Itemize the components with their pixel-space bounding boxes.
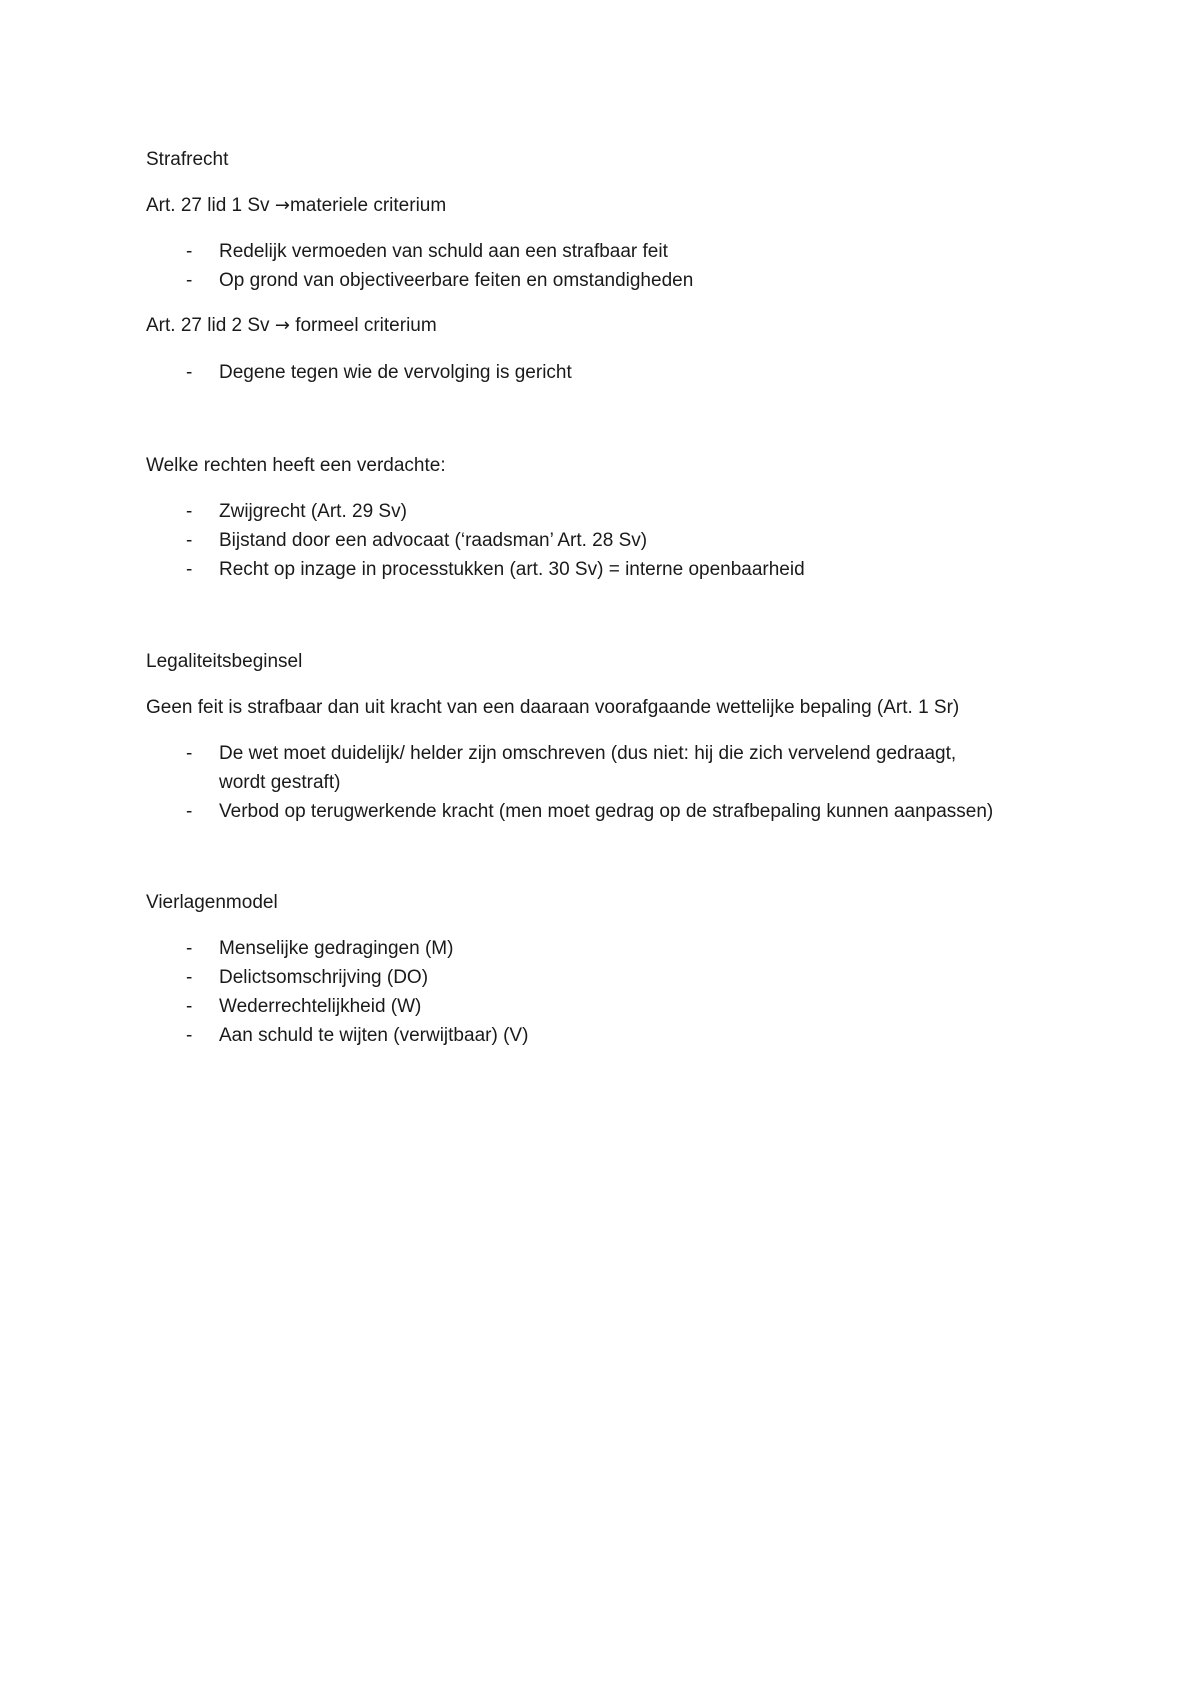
legality-heading: Legaliteitsbeginsel	[146, 651, 303, 672]
list-item-text: Menselijke gedragingen (M)	[219, 938, 454, 959]
art27-lid1-line	[146, 194, 446, 218]
list-item-text: Verbod op terugwerkende kracht (men moet gedrag op de strafbepaling kunnen aanpassen)	[219, 801, 994, 822]
list-item-text-continuation: wordt gestraft)	[219, 772, 341, 793]
bullet-dash: -	[186, 967, 193, 988]
list-item-text: Zwijgrecht (Art. 29 Sv)	[219, 501, 407, 522]
model-heading: Vierlagenmodel	[146, 892, 278, 913]
list-item-text: Degene tegen wie de vervolging is gericht	[219, 362, 572, 383]
bullet-dash: -	[186, 938, 193, 959]
art27-lid1-prefix: Art. 27 lid 1 Sv	[146, 195, 275, 216]
bullet-dash: -	[186, 530, 193, 551]
art27-lid1-suffix: materiele criterium	[289, 195, 447, 216]
list-item-text: Bijstand door een advocaat (‘raadsman’ Art. 28 Sv)	[219, 530, 648, 551]
list-item-text: Redelijk vermoeden van schuld aan een strafbaar feit	[219, 241, 668, 262]
art27-lid2-prefix: Art. 27 lid 2 Sv	[146, 315, 275, 336]
art27-lid2-suffix: formeel criterium	[289, 315, 437, 336]
bullet-dash: -	[186, 501, 193, 522]
list-item-text: Wederrechtelijkheid (W)	[219, 996, 422, 1017]
list-item-text: Recht op inzage in processtukken (art. 30 Sv) = interne openbaarheid	[219, 559, 805, 580]
list-item-text: Aan schuld te wijten (verwijtbaar) (V)	[219, 1025, 529, 1046]
list-item-text: De wet moet duidelijk/ helder zijn omschreven (dus niet: hij die zich vervelend gedraagt,	[219, 743, 957, 764]
right-arrow-icon: →	[274, 315, 290, 336]
document-title: Strafrecht	[146, 149, 229, 170]
list-item-text: Delictsomschrijving (DO)	[219, 967, 429, 988]
bullet-dash: -	[186, 1025, 193, 1046]
bullet-dash: -	[186, 362, 193, 383]
list-item-text: Op grond van objectiveerbare feiten en omstandigheden	[219, 270, 694, 291]
bullet-dash: -	[186, 743, 193, 764]
bullet-dash: -	[186, 241, 193, 262]
bullet-dash: -	[186, 996, 193, 1017]
bullet-dash: -	[186, 801, 193, 822]
bullet-dash: -	[186, 559, 193, 580]
art27-lid2-line	[146, 314, 437, 338]
rights-heading: Welke rechten heeft een verdachte:	[146, 455, 446, 476]
legality-definition: Geen feit is strafbaar dan uit kracht van een daaraan voorafgaande wettelijke bepaling (Art. 1 Sr)	[146, 697, 960, 718]
right-arrow-icon: →	[274, 195, 290, 216]
bullet-dash: -	[186, 270, 193, 291]
